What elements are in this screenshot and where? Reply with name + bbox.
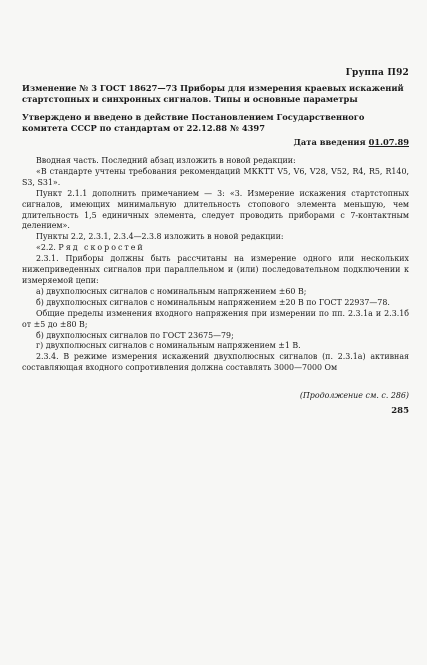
section-number: «2.2.	[36, 243, 59, 253]
page-number: 285	[391, 406, 409, 416]
paragraph: «В стандарте учтены требования рекомендаций МККТТ V5, V6, V28, V52, R4, R5, R140, S3, S31».	[22, 166, 409, 187]
list-item: г) двухполюсных сигналов с номинальным напряжением ±1 В.	[36, 341, 301, 351]
paragraph: Вводная часть. Последний абзац изложить в новой редакции:	[36, 156, 296, 165]
amendment-title: Изменение № 3 ГОСТ 18627—73 Приборы для измерения краевых искажений стартстопных и синхронных сигналов. Типы и основные параметры	[22, 83, 404, 104]
paragraph: Пункты 2.2, 2.3.1, 2.3.4—2.3.8 изложить в новой редакции:	[36, 232, 284, 242]
paragraph: Общие пределы изменения входного напряжения при измерении по пп. 2.3.1а и 2.3.1б от ±5 до ±80 В;	[22, 308, 409, 329]
paragraph: 2.3.1. Приборы должны быть рассчитаны на измерение одного или нескольких нижеприведенных сигналов при параллельном и (или) последовательном подключении к измеряемой цепи:	[22, 254, 409, 285]
section-heading	[22, 243, 409, 254]
continuation-note: (Продолжение см. с. 286)	[299, 391, 409, 400]
list-item: а) двухполюсных сигналов с номинальным напряжением ±60 В;	[36, 286, 307, 296]
list-item: б) двухполюсных сигналов по ГОСТ 23675—79;	[36, 330, 234, 340]
effective-date-value: 01.07.89	[368, 137, 409, 147]
list-item: б) двухполюсных сигналов с номинальным напряжением ±20 В по ГОСТ 22937—78.	[36, 297, 390, 307]
effective-date	[294, 137, 409, 147]
paragraph: Пункт 2.1.1 дополнить примечанием — 3: «3. Измерение искажения стартстопных сигналов, имеющих минимальную длительность стопового элемента меньшую, чем длительность 1,5 единичных элемента, следует проводить приборами с 7-контактным делением».	[22, 188, 409, 231]
effective-date-label: Дата введения	[293, 137, 369, 147]
paragraph: 2.3.4. В режиме измерения искажений двухполюсных сигналов (п. 2.3.1а) активная составляющая входного сопротивления должна составлять 3000—7000 Ом	[22, 352, 409, 373]
group-code: Группа П92	[345, 68, 409, 78]
section-title: Ряд скоростей	[58, 243, 145, 253]
document-body	[22, 156, 409, 374]
approval-statement: Утверждено и введено в действие Постановлением Государственного комитета СССР по стандартам от 22.12.88 № 4397	[22, 112, 365, 133]
